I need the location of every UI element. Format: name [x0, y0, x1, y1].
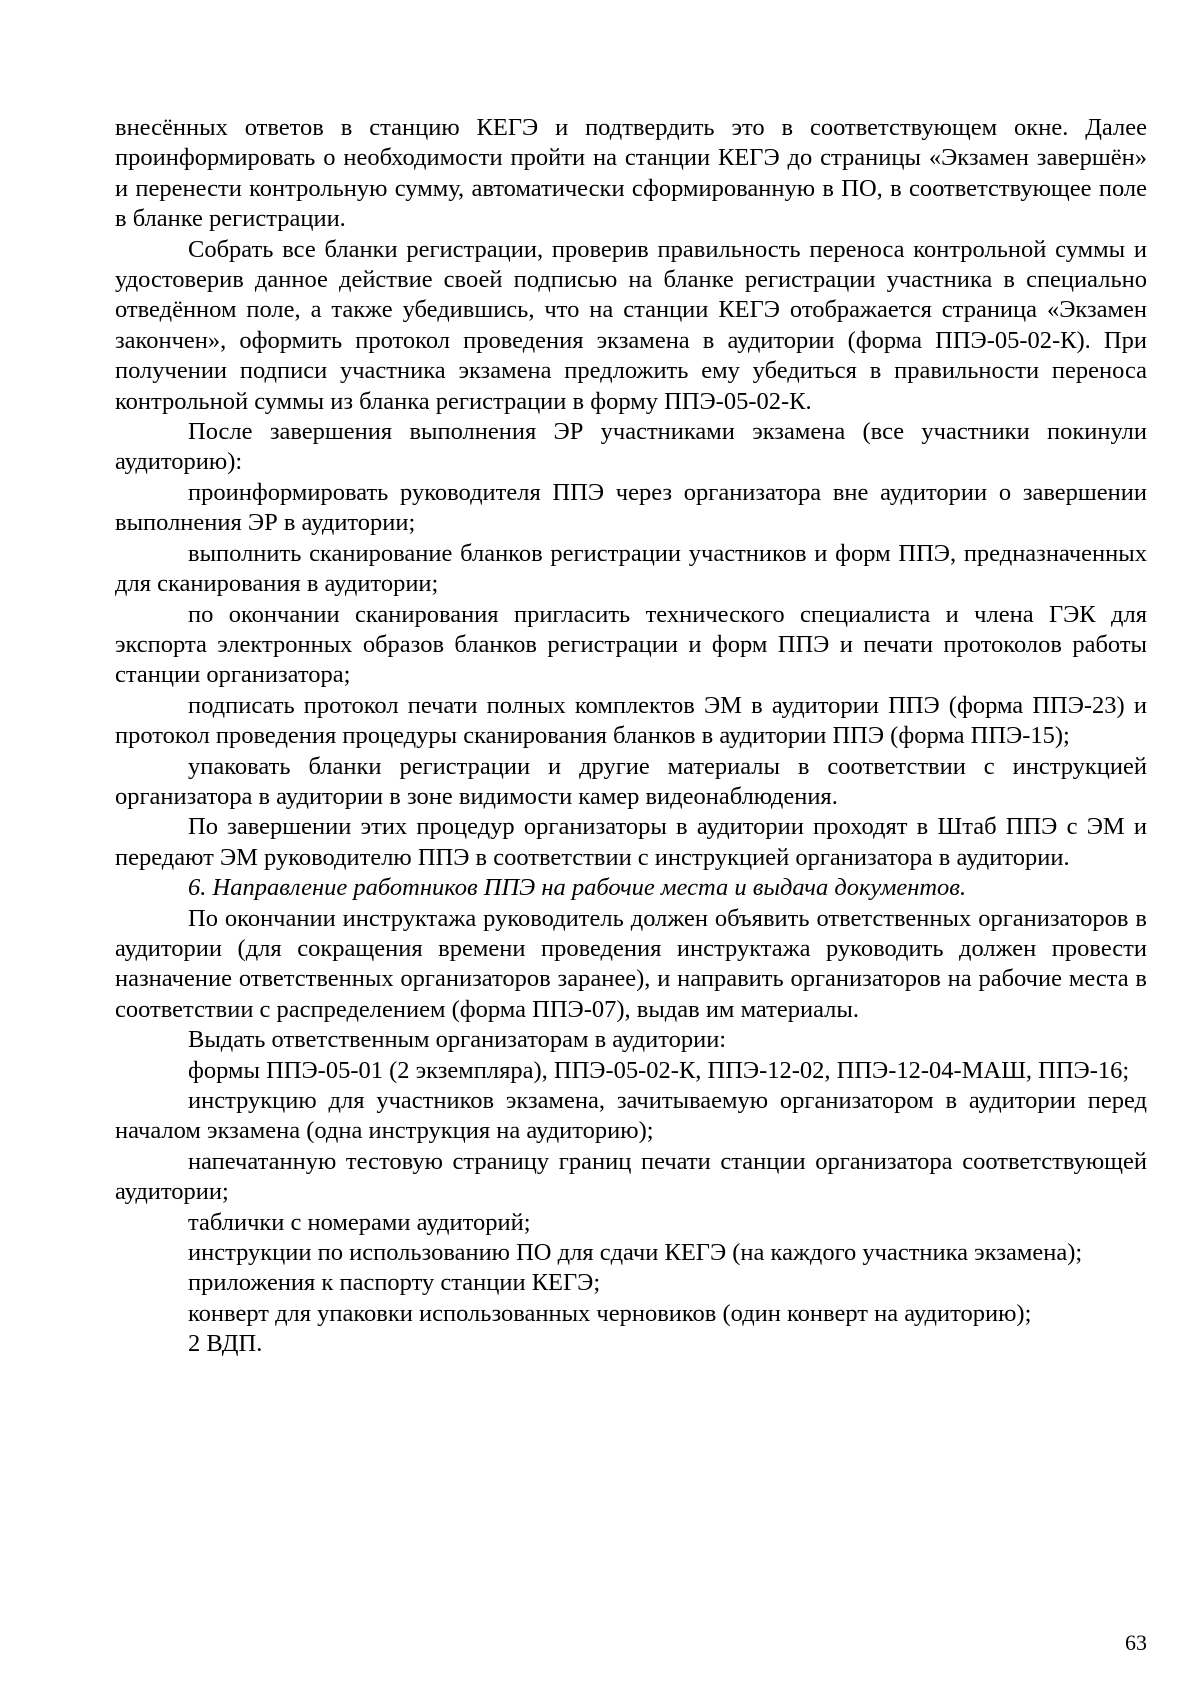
page-body [115, 113, 1147, 1360]
list-item-scan-forms: выполнить сканирование бланков регистрации участников и форм ППЭ, предназначенных для сканирования в аудитории; [115, 539, 1147, 598]
section-heading-6: 6. Направление работников ППЭ на рабочие места и выдача документов. [188, 874, 967, 902]
paragraph-collect-registration-forms: Собрать все бланки регистрации, проверив правильность переноса контрольной суммы и удостоверив данное действие своей подписью на бланке регистрации участника в специально отведённом поле, а также убедившись, что на станции КЕГЭ отображается страница «Экзамен закончен», оформить протокол проведения экзамена в аудитории (форма ППЭ-05-02-К). При получении подписи участника экзамена предложить ему убедиться в правильности переноса контрольной суммы из бланка регистрации в форму ППЭ-05-02-К. [115, 235, 1147, 415]
list-item-envelope: конверт для упаковки использованных черновиков (один конверт на аудиторию); [188, 1299, 1032, 1327]
list-item-inform-head: проинформировать руководителя ППЭ через организатора вне аудитории о завершении выполнения ЭР в аудитории; [115, 478, 1147, 537]
list-item-invite-specialist: по окончании сканирования пригласить технического специалиста и члена ГЭК для экспорта электронных образов бланков регистрации и форм ППЭ и печати протоколов работы станции организатора; [115, 600, 1147, 689]
paragraph-issue-to-organizers: Выдать ответственным организаторам в аудитории: [188, 1026, 727, 1054]
list-item-sign-protocol: подписать протокол печати полных комплектов ЭМ в аудитории ППЭ (форма ППЭ-23) и протокол проведения процедуры сканирования бланков в аудитории ППЭ (форма ППЭ-15); [115, 691, 1147, 750]
list-item-passport-appendix: приложения к паспорту станции КЕГЭ; [188, 1269, 601, 1297]
paragraph-briefing-end: По окончании инструктажа руководитель должен объявить ответственных организаторов в аудитории (для сокращения времени проведения инструктажа руководить должен провести назначение ответственных организаторов заранее), и направить организаторов на рабочие места в соответствии с распределением (форма ППЭ-07), выдав им материалы. [115, 904, 1147, 1023]
list-item-vdp: 2 ВДП. [188, 1330, 263, 1358]
list-item-software-instructions: инструкции по использованию ПО для сдачи КЕГЭ (на каждого участника экзамена); [188, 1239, 1083, 1267]
list-item-room-plates: таблички с номерами аудиторий; [188, 1208, 531, 1236]
list-item-test-page: напечатанную тестовую страницу границ печати станции организатора соответствующей аудитории; [115, 1147, 1147, 1206]
list-item-forms: формы ППЭ-05-01 (2 экземпляра), ППЭ-05-02-К, ППЭ-12-02, ППЭ-12-04-МАШ, ППЭ-16; [188, 1056, 1130, 1084]
list-item-pack-materials: упаковать бланки регистрации и другие материалы в соответствии с инструкцией организатора в аудитории в зоне видимости камер видеонаблюдения. [115, 752, 1147, 810]
paragraph-go-to-hq: По завершении этих процедур организаторы в аудитории проходят в Штаб ППЭ с ЭМ и передают ЭМ руководителю ППЭ в соответствии с инструкцией организатора в аудитории. [115, 813, 1147, 871]
paragraph-after-completion: После завершения выполнения ЭР участниками экзамена (все участники покинули аудиторию): [115, 418, 1147, 476]
page-number: 63 [1125, 1630, 1147, 1655]
list-item-instruction-participants: инструкцию для участников экзамена, зачитываемую организатором в аудитории перед началом экзамена (одна инструкция на аудиторию); [115, 1087, 1147, 1145]
paragraph-checksum-transfer: внесённых ответов в станцию КЕГЭ и подтвердить это в соответствующем окне. Далее проинформировать о необходимости пройти на станции КЕГЭ до страницы «Экзамен завершён» и перенести контрольную сумму, автоматически сформированную в ПО, в соответствующее поле в бланке регистрации. [115, 114, 1147, 233]
